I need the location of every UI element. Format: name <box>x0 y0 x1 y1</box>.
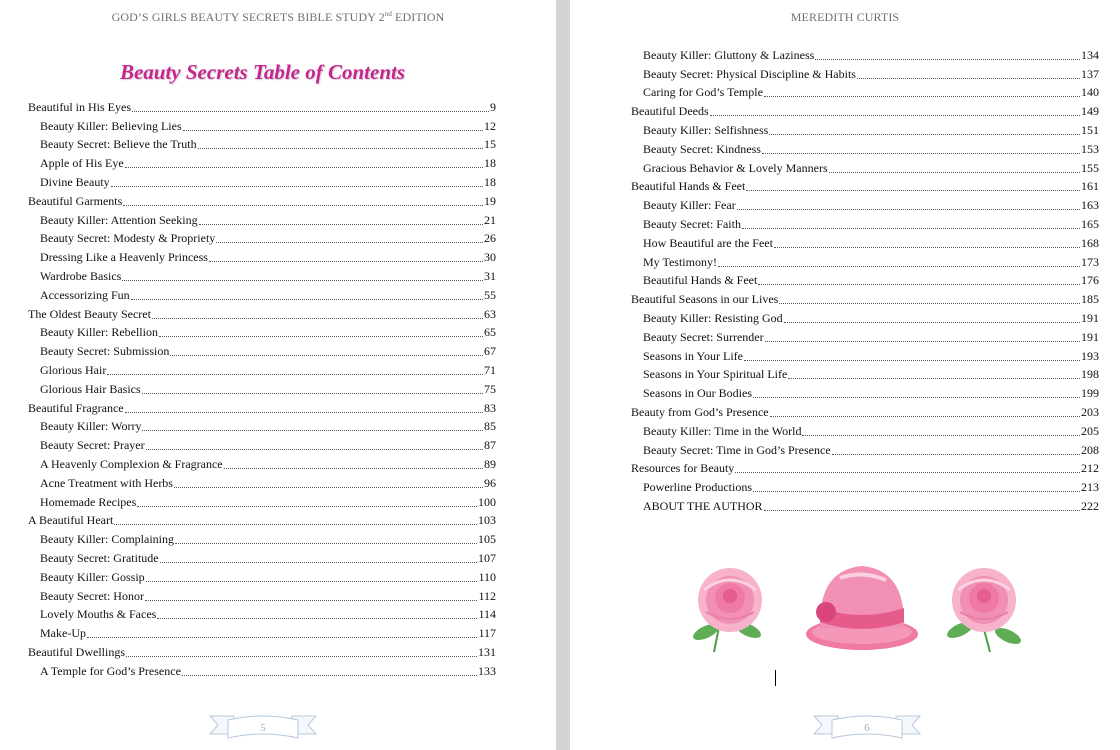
toc-entry-page: 31 <box>484 268 496 283</box>
toc-dot-leader <box>182 674 477 676</box>
toc-entry-page: 191 <box>1081 329 1099 344</box>
toc-entry-page: 63 <box>484 306 496 321</box>
toc-entry-title: My Testimony! <box>643 254 717 269</box>
toc-entry[interactable] <box>28 622 496 641</box>
toc-entry[interactable] <box>28 152 496 171</box>
toc-entry-title: Beauty Killer: Gluttony & Laziness <box>643 47 815 62</box>
toc-entry-page: 21 <box>484 212 496 227</box>
toc-entry-title: ABOUT THE AUTHOR <box>643 498 763 513</box>
rose-left-icon <box>691 568 763 652</box>
toc-dot-leader <box>770 415 1080 417</box>
toc-entry-title: Homemade Recipes <box>40 494 137 509</box>
toc-dot-leader <box>744 359 1080 361</box>
toc-dot-leader <box>216 241 483 243</box>
toc-entry-page: 26 <box>484 231 496 246</box>
toc-dot-leader <box>132 110 489 112</box>
toc-entry-page: 9 <box>490 99 496 114</box>
toc-entry[interactable] <box>631 157 1099 176</box>
toc-entry[interactable] <box>28 378 496 397</box>
toc-entry[interactable] <box>28 547 496 566</box>
toc-entry-page: 193 <box>1081 348 1099 363</box>
toc-entry-title: Beauty Secret: Time in God’s Presence <box>643 442 831 457</box>
left-header-tail: EDITION <box>391 10 445 24</box>
toc-entry-page: 151 <box>1081 122 1099 137</box>
toc-entry-title: Beauty Killer: Complaining <box>40 532 174 547</box>
toc-entry[interactable] <box>631 382 1099 401</box>
toc-dot-leader <box>758 283 1080 285</box>
toc-entry-page: 165 <box>1081 216 1099 231</box>
toc-entry-title: Caring for God’s Temple <box>643 85 763 100</box>
toc-entry[interactable] <box>28 322 496 341</box>
toc-entry-title: Seasons in Your Spiritual Life <box>643 367 788 382</box>
toc-entry[interactable] <box>631 251 1099 270</box>
toc-entry[interactable] <box>28 246 496 265</box>
toc-entry[interactable] <box>28 641 496 660</box>
toc-entry-page: 87 <box>484 438 496 453</box>
toc-dot-leader <box>159 335 483 337</box>
toc-entry-title: Divine Beauty <box>40 174 110 189</box>
pink-hat-icon <box>806 566 918 650</box>
toc-entry-title: Beauty Killer: Gossip <box>40 569 145 584</box>
toc-entry-title: Beauty Secret: Gratitude <box>40 550 159 565</box>
toc-entry-title: Beautiful Seasons in our Lives <box>631 292 779 307</box>
toc-dot-leader <box>111 185 483 187</box>
toc-dot-leader <box>753 490 1080 492</box>
toc-entry-page: 55 <box>484 287 496 302</box>
page-number-banner-left <box>208 710 318 744</box>
toc-entry[interactable] <box>631 63 1099 82</box>
toc-entry-page: 117 <box>478 626 496 641</box>
page-number-left: 5 <box>260 722 266 734</box>
toc-entry[interactable] <box>631 439 1099 458</box>
toc-dot-leader <box>87 636 477 638</box>
toc-entry-title: Beauty Secret: Submission <box>40 344 170 359</box>
toc-entry-page: 212 <box>1081 461 1099 476</box>
toc-entry-title: Beauty Killer: Rebellion <box>40 325 158 340</box>
toc-entry-title: Beauty Killer: Time in the World <box>643 423 802 438</box>
toc-entry[interactable] <box>28 510 496 529</box>
toc-entry[interactable] <box>28 284 496 303</box>
toc-entry-title: Beauty Secret: Faith <box>643 216 741 231</box>
toc-entry-page: 163 <box>1081 198 1099 213</box>
toc-entry-title: Beauty Killer: Believing Lies <box>40 118 182 133</box>
toc-entry[interactable] <box>28 134 496 153</box>
toc-entry-page: 199 <box>1081 386 1099 401</box>
toc-dot-leader <box>146 448 483 450</box>
toc-entry-title: Beauty Secret: Modesty & Propriety <box>40 231 216 246</box>
left-header-superscript: nd <box>384 10 392 18</box>
toc-entry[interactable] <box>631 44 1099 63</box>
toc-entry-title: Acne Treatment with Herbs <box>40 475 173 490</box>
toc-entry-title: Powerline Productions <box>643 480 752 495</box>
toc-entry[interactable] <box>631 420 1099 439</box>
toc-entry[interactable] <box>28 303 496 322</box>
toc-entry[interactable] <box>28 115 496 134</box>
toc-entry-page: 131 <box>478 644 496 659</box>
toc-entry[interactable] <box>28 528 496 547</box>
toc-entry[interactable] <box>631 476 1099 495</box>
toc-entry-page: 15 <box>484 137 496 152</box>
toc-list-right <box>631 44 1099 514</box>
toc-entry[interactable] <box>28 96 496 115</box>
toc-dot-leader <box>157 617 477 619</box>
toc-dot-leader <box>160 561 477 563</box>
toc-dot-leader <box>146 580 478 582</box>
toc-entry-title: Seasons in Your Life <box>643 348 744 363</box>
toc-entry-page: 168 <box>1081 235 1099 250</box>
toc-entry-title: How Beautiful are the Feet <box>643 235 773 250</box>
toc-entry[interactable] <box>631 138 1099 157</box>
toc-list-left <box>28 96 496 679</box>
toc-entry-page: 208 <box>1081 442 1099 457</box>
toc-entry-title: Lovely Mouths & Faces <box>40 607 157 622</box>
page-number-right: 6 <box>864 722 870 734</box>
toc-dot-leader <box>735 471 1080 473</box>
toc-entry-page: 75 <box>484 381 496 396</box>
toc-dot-leader <box>802 434 1080 436</box>
toc-entry-page: 161 <box>1081 179 1099 194</box>
toc-dot-leader <box>131 298 483 300</box>
toc-entry-title: Glorious Hair Basics <box>40 381 141 396</box>
toc-dot-leader <box>718 265 1080 267</box>
toc-entry[interactable] <box>28 453 496 472</box>
toc-entry-title: Beauty Secret: Physical Discipline & Habits <box>643 66 856 81</box>
toc-entry[interactable] <box>631 458 1099 477</box>
toc-entry-page: 112 <box>478 588 496 603</box>
toc-entry-page: 153 <box>1081 141 1099 156</box>
toc-entry-page: 176 <box>1081 273 1099 288</box>
toc-dot-leader <box>710 114 1080 116</box>
toc-dot-leader <box>788 377 1080 379</box>
toc-entry[interactable] <box>631 194 1099 213</box>
toc-dot-leader <box>737 208 1080 210</box>
toc-entry[interactable] <box>631 213 1099 232</box>
toc-entry-page: 71 <box>484 362 496 377</box>
toc-entry-title: Accessorizing Fun <box>40 287 130 302</box>
toc-entry-page: 155 <box>1081 160 1099 175</box>
toc-entry-page: 18 <box>484 174 496 189</box>
toc-entry-page: 137 <box>1081 66 1099 81</box>
toc-entry-page: 213 <box>1081 480 1099 495</box>
toc-entry-page: 100 <box>478 494 496 509</box>
toc-dot-leader <box>125 411 483 413</box>
toc-entry-title: Beauty Secret: Believe the Truth <box>40 137 197 152</box>
toc-entry[interactable] <box>631 119 1099 138</box>
toc-dot-leader <box>815 58 1080 60</box>
toc-entry[interactable] <box>28 434 496 453</box>
toc-entry[interactable] <box>28 566 496 585</box>
toc-dot-leader <box>746 189 1080 191</box>
toc-entry-page: 203 <box>1081 404 1099 419</box>
toc-dot-leader <box>114 523 477 525</box>
toc-dot-leader <box>198 147 483 149</box>
toc-entry-page: 140 <box>1081 85 1099 100</box>
toc-entry[interactable] <box>28 491 496 510</box>
toc-entry-title: A Heavenly Complexion & Fragrance <box>40 456 223 471</box>
toc-dot-leader <box>209 260 483 262</box>
toc-entry[interactable] <box>28 209 496 228</box>
toc-entry-title: Dressing Like a Heavenly Princess <box>40 250 208 265</box>
toc-entry-title: Wardrobe Basics <box>40 268 122 283</box>
toc-entry-page: 133 <box>478 663 496 678</box>
page-number-banner-right <box>812 710 922 744</box>
toc-entry[interactable] <box>28 190 496 209</box>
toc-entry-page: 67 <box>484 344 496 359</box>
right-running-header: MEREDITH CURTIS <box>790 10 900 24</box>
toc-entry-title: Resources for Beauty <box>631 461 735 476</box>
toc-entry-page: 114 <box>478 607 496 622</box>
toc-entry[interactable] <box>631 364 1099 383</box>
toc-entry[interactable] <box>28 265 496 284</box>
toc-entry-title: Make-Up <box>40 626 86 641</box>
toc-entry-title: Beauty Killer: Resisting God <box>643 310 783 325</box>
toc-entry[interactable] <box>631 345 1099 364</box>
toc-entry-page: 173 <box>1081 254 1099 269</box>
toc-entry-page: 107 <box>478 550 496 565</box>
toc-dot-leader <box>764 509 1080 511</box>
toc-entry-page: 205 <box>1081 423 1099 438</box>
toc-dot-leader <box>764 95 1080 97</box>
toc-entry-title: Beauty Secret: Honor <box>40 588 144 603</box>
toc-entry-page: 89 <box>484 456 496 471</box>
toc-dot-leader <box>175 542 477 544</box>
toc-entry[interactable] <box>28 397 496 416</box>
toc-dot-leader <box>742 227 1080 229</box>
toc-entry-title: A Temple for God’s Presence <box>40 663 181 678</box>
toc-entry-title: Beauty Killer: Worry <box>40 419 142 434</box>
toc-entry-page: 19 <box>484 193 496 208</box>
left-header-text: GOD’S GIRLS BEAUTY SECRETS BIBLE STUDY 2 <box>111 10 385 24</box>
toc-entry-title: A Beautiful Heart <box>28 513 114 528</box>
toc-entry[interactable] <box>28 660 496 679</box>
toc-dot-leader <box>183 129 483 131</box>
toc-entry[interactable] <box>28 472 496 491</box>
toc-dot-leader <box>170 354 483 356</box>
toc-dot-leader <box>142 392 483 394</box>
toc-entry-title: Apple of His Eye <box>40 156 124 171</box>
toc-entry[interactable] <box>28 585 496 604</box>
toc-entry[interactable] <box>631 495 1099 514</box>
toc-entry[interactable] <box>28 604 496 623</box>
toc-entry-title: Glorious Hair <box>40 362 107 377</box>
toc-entry-title: Beautiful Fragrance <box>28 400 124 415</box>
toc-entry[interactable] <box>28 359 496 378</box>
rose-right-icon <box>945 568 1023 652</box>
toc-entry[interactable] <box>631 176 1099 195</box>
toc-entry-page: 83 <box>484 400 496 415</box>
toc-dot-leader <box>753 396 1080 398</box>
toc-entry[interactable] <box>631 326 1099 345</box>
toc-entry-page: 18 <box>484 156 496 171</box>
toc-dot-leader <box>832 453 1080 455</box>
toc-entry-title: Beautiful Garments <box>28 193 123 208</box>
toc-entry-page: 85 <box>484 419 496 434</box>
toc-entry-title: Beauty Secret: Prayer <box>40 438 145 453</box>
toc-entry-page: 30 <box>484 250 496 265</box>
toc-dot-leader <box>829 171 1080 173</box>
toc-dot-leader <box>137 505 477 507</box>
toc-dot-leader <box>123 204 483 206</box>
toc-dot-leader <box>126 655 477 657</box>
toc-dot-leader <box>125 166 483 168</box>
toc-entry-title: Beauty Secret: Surrender <box>643 329 764 344</box>
toc-entry-page: 105 <box>478 532 496 547</box>
toc-dot-leader <box>142 429 483 431</box>
toc-dot-leader <box>174 486 483 488</box>
toc-entry-title: Beauty from God’s Presence <box>631 404 769 419</box>
toc-entry-page: 103 <box>478 513 496 528</box>
toc-dot-leader <box>779 302 1080 304</box>
toc-dot-leader <box>769 133 1080 135</box>
toc-dot-leader <box>784 321 1080 323</box>
toc-entry-title: Beautiful Hands & Feet <box>643 273 758 288</box>
toc-entry-title: Seasons in Our Bodies <box>643 386 752 401</box>
toc-dot-leader <box>145 599 477 601</box>
decorative-illustration <box>690 560 1040 660</box>
toc-entry-title: The Oldest Beauty Secret <box>28 306 151 321</box>
toc-entry-page: 134 <box>1081 47 1099 62</box>
toc-entry-page: 110 <box>478 569 496 584</box>
toc-entry[interactable] <box>631 288 1099 307</box>
toc-dot-leader <box>107 373 483 375</box>
toc-entry-title: Gracious Behavior & Lovely Manners <box>643 160 828 175</box>
toc-entry-page: 65 <box>484 325 496 340</box>
toc-entry[interactable] <box>631 232 1099 251</box>
toc-entry[interactable] <box>28 171 496 190</box>
toc-dot-leader <box>152 317 483 319</box>
toc-entry-page: 191 <box>1081 310 1099 325</box>
toc-entry-title: Beauty Killer: Attention Seeking <box>40 212 198 227</box>
toc-entry-page: 198 <box>1081 367 1099 382</box>
text-cursor <box>775 670 776 686</box>
toc-dot-leader <box>224 467 483 469</box>
toc-dot-leader <box>122 279 483 281</box>
toc-entry-page: 222 <box>1081 498 1099 513</box>
toc-entry-page: 185 <box>1081 292 1099 307</box>
left-running-header <box>0 10 556 25</box>
toc-dot-leader <box>774 246 1080 248</box>
toc-dot-leader <box>199 223 483 225</box>
toc-entry-title: Beautiful in His Eyes <box>28 99 131 114</box>
toc-entry-title: Beauty Secret: Kindness <box>643 141 761 156</box>
toc-entry[interactable] <box>28 416 496 435</box>
toc-entry[interactable] <box>631 82 1099 101</box>
toc-entry-title: Beautiful Dwellings <box>28 644 125 659</box>
toc-entry-page: 149 <box>1081 104 1099 119</box>
toc-dot-leader <box>762 152 1080 154</box>
toc-entry[interactable] <box>631 270 1099 289</box>
toc-entry-title: Beauty Killer: Selfishness <box>643 122 769 137</box>
toc-dot-leader <box>857 77 1080 79</box>
toc-entry-page: 96 <box>484 475 496 490</box>
toc-entry-title: Beauty Killer: Fear <box>643 198 736 213</box>
toc-entry[interactable] <box>28 340 496 359</box>
toc-entry[interactable] <box>631 401 1099 420</box>
toc-entry-page: 12 <box>484 118 496 133</box>
toc-entry-title: Beautiful Deeds <box>631 104 709 119</box>
toc-entry[interactable] <box>631 307 1099 326</box>
toc-dot-leader <box>765 340 1080 342</box>
toc-entry[interactable] <box>631 100 1099 119</box>
toc-entry[interactable] <box>28 228 496 247</box>
toc-entry-title: Beautiful Hands & Feet <box>631 179 746 194</box>
toc-title: Beauty Secrets Table of Contents <box>119 60 406 84</box>
